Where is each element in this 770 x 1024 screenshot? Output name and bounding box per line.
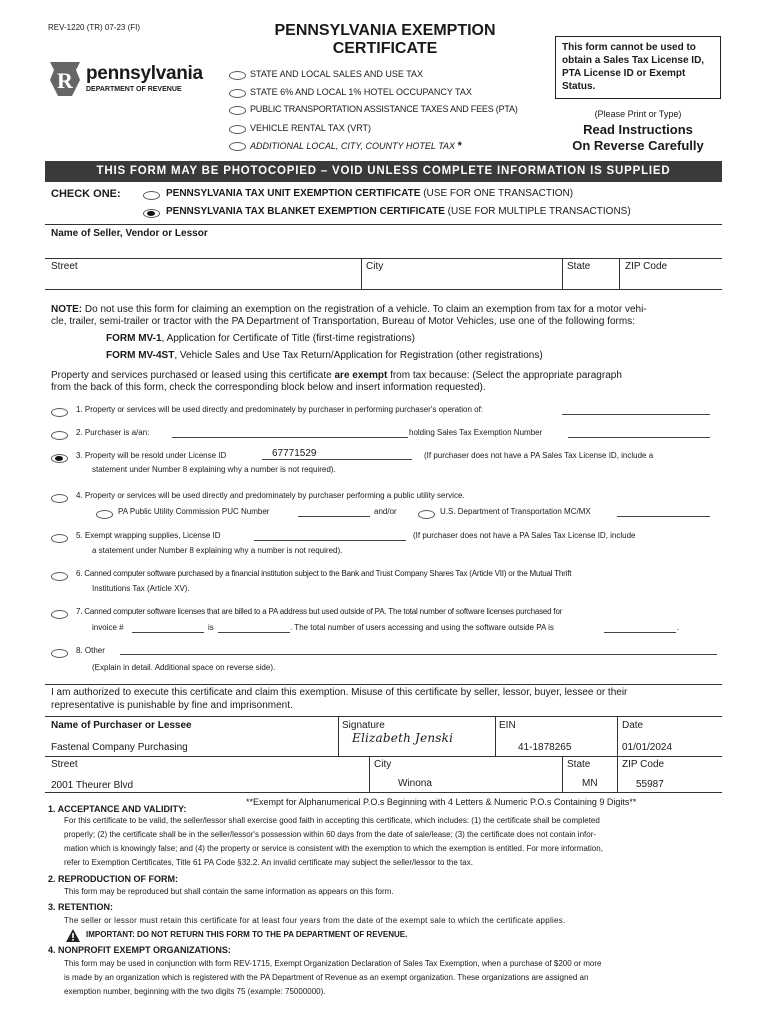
puc-number-oval[interactable]	[96, 510, 113, 519]
property-exempt-text: Property and services purchased or leased using this certificate are exempt from tax because: (Select the appropriate paragraph	[51, 370, 622, 381]
mc-mx-oval[interactable]	[418, 510, 435, 519]
instr-1-text-2: properly; (2) the certificate shall be in the seller/lessor's possession within 60 days from the date of sale/lease; (3) the certificate does not contain infor-	[64, 830, 597, 839]
tax-type-hotel: STATE 6% AND LOCAL 1% HOTEL OCCUPANCY TAX	[250, 87, 472, 97]
instr-4-text: This form may be used in conjunction with form REV-1715, Exempt Organization Declaration of Sales Tax Exemption, when a purchase of $200 or more	[64, 959, 602, 968]
seller-zip-field[interactable]	[625, 272, 717, 286]
mc-mx-line[interactable]	[617, 516, 710, 517]
form-title: PENNSYLVANIA EXEMPTION CERTIFICATE	[274, 22, 496, 57]
unit-certificate-option: PENNSYLVANIA TAX UNIT EXEMPTION CERTIFICATE (USE FOR ONE TRANSACTION)	[166, 188, 574, 199]
reason-7-users-line[interactable]	[604, 632, 676, 633]
wrapping-license-line[interactable]	[254, 540, 406, 541]
reason-7-period: .	[677, 623, 680, 632]
purchaser-street-label: Street	[51, 759, 78, 770]
signature-label: Signature	[342, 720, 385, 731]
reason-4-oval[interactable]	[51, 494, 68, 503]
form-mv1: FORM MV-1, Application for Certificate of Title (first-time registrations)	[106, 333, 415, 344]
tax-type-sales-use: STATE AND LOCAL SALES AND USE TAX	[250, 69, 424, 79]
reason-2-oval[interactable]	[51, 431, 68, 440]
authorization-text-cont: representative is punishable by fine and imprisonment.	[51, 700, 293, 711]
reason-2-exemption-line[interactable]	[568, 437, 710, 438]
warning-icon	[65, 928, 81, 943]
seller-name-field[interactable]	[50, 240, 715, 258]
seller-street-field[interactable]	[50, 272, 355, 286]
reason-5-note-cont: a statement under Number 8 explaining why a number is not required).	[92, 546, 343, 555]
purchaser-street-value[interactable]: 2001 Theurer Blvd	[51, 780, 134, 791]
vehicle-note: NOTE: Do not use this form for claiming an exemption on the registration of a vehicle. To claim an exemption from tax for a motor vehi-	[51, 304, 647, 315]
reason-7-licenses-line[interactable]	[218, 632, 290, 633]
reason-2-holding: holding Sales Tax Exemption Number	[409, 428, 543, 437]
unit-certificate-oval[interactable]	[143, 191, 160, 200]
reason-3-note-cont: statement under Number 8 explaining why a number is not required).	[92, 465, 336, 474]
purchaser-zip-label: ZIP Code	[622, 759, 665, 770]
pa-keystone-logo-icon	[48, 60, 82, 98]
reason-7-invoice-line[interactable]	[132, 632, 204, 633]
license-notice-box: This form cannot be used to obtain a Sales Tax License ID, PTA License ID or Exempt Status.	[555, 36, 721, 99]
puc-number-label: PA Public Utility Commission PUC Number	[118, 507, 270, 516]
tax-type-local-hotel-oval[interactable]	[229, 142, 246, 151]
instr-1-text-3: mation which is knowingly false; and (4) the property or service is consistent with the exemption to which the exemption is entitled. For more information,	[64, 844, 603, 853]
seller-state-label: State	[567, 261, 591, 272]
reason-6-text: 6. Canned computer software purchased by a financial institution subject to the Bank and Trust Company Shares Tax (Article VII) or the Mutual Thrift	[76, 569, 572, 578]
date-label: Date	[622, 720, 644, 731]
instr-3-text: The seller or lessor must retain this certificate for at least four years from the date of the exempt sale to which the certificate applies.	[64, 916, 566, 925]
blanket-certificate-option: PENNSYLVANIA TAX BLANKET EXEMPTION CERTIFICATE (USE FOR MULTIPLE TRANSACTIONS)	[166, 206, 631, 217]
reason-3-text: 3. Property will be resold under License ID	[76, 451, 227, 460]
read-instructions: Read Instructions On Reverse Carefully	[572, 122, 704, 153]
reason-7-is: is	[208, 623, 214, 632]
check-one-label: CHECK ONE:	[51, 188, 121, 200]
reason-1-line[interactable]	[562, 414, 710, 415]
reason-5-note: (If purchaser does not have a PA Sales Tax License ID, include	[413, 531, 636, 540]
reason-7-text: 7. Canned computer software licenses that are billed to a PA address but used outside of PA. The total number of software licenses purchased for	[76, 607, 563, 616]
reason-5-text: 5. Exempt wrapping supplies, License ID	[76, 531, 221, 540]
tax-type-pta: PUBLIC TRANSPORTATION ASSISTANCE TAXES AND FEES (PTA)	[250, 104, 518, 114]
blanket-certificate-oval[interactable]	[143, 209, 160, 218]
tax-type-pta-oval[interactable]	[229, 106, 246, 115]
purchaser-name-value[interactable]: Fastenal Company Purchasing	[51, 742, 188, 753]
tax-type-vrt: VEHICLE RENTAL TAX (VRT)	[250, 123, 372, 133]
mc-mx-label: U.S. Department of Transportation MC/MX	[440, 507, 591, 516]
instr-2-heading: 2. REPRODUCTION OF FORM:	[48, 874, 178, 884]
instr-1-heading: 1. ACCEPTANCE AND VALIDITY:	[48, 804, 187, 814]
reason-8-oval[interactable]	[51, 649, 68, 658]
reason-1-oval[interactable]	[51, 408, 68, 417]
reason-7-users-text: . The total number of users accessing and using the software outside PA is	[290, 623, 554, 632]
reason-6-oval[interactable]	[51, 572, 68, 581]
reason-1-text: 1. Property or services will be used directly and predominately by purchaser in performing purchaser's operation of:	[76, 405, 484, 414]
ein-value[interactable]: 41-1878265	[518, 742, 572, 753]
reason-5-oval[interactable]	[51, 534, 68, 543]
logo-emblem-letter: R	[57, 68, 73, 93]
instr-4-text-2: is made by an organization which is registered with the PA Department of Revenue as an exempt organization. These organizations are assigned an	[64, 973, 589, 982]
seller-name-label: Name of Seller, Vendor or Lessor	[51, 228, 208, 239]
instr-2-text: This form may be reproduced but shall contain the same information as appears on this form.	[64, 887, 394, 896]
property-exempt-text-cont: from the back of this form, check the corresponding block below and insert information requested).	[51, 382, 486, 393]
logo-wordmark: pennsylvania	[86, 63, 203, 84]
instr-3-heading: 3. RETENTION:	[48, 902, 114, 912]
signature-value[interactable]: Elizabeth Jenski	[352, 731, 454, 745]
tax-type-local-hotel: ADDITIONAL LOCAL, CITY, COUNTY HOTEL TAX *	[250, 140, 462, 152]
resale-license-value[interactable]: 67771529	[272, 448, 317, 459]
purchaser-city-value[interactable]: Winona	[398, 778, 432, 789]
purchaser-name-label: Name of Purchaser or Lessee	[51, 720, 192, 731]
date-value[interactable]: 01/01/2024	[622, 742, 673, 753]
seller-zip-label: ZIP Code	[625, 261, 668, 272]
instr-4-text-3: exemption number, beginning with the two digits 75 (example: 75000000).	[64, 987, 326, 996]
tax-type-hotel-oval[interactable]	[229, 89, 246, 98]
print-note: (Please Print or Type)	[594, 109, 682, 119]
exempt-po-note: **Exempt for Alphanumerical P.O.s Beginning with 4 Letters & Numeric P.O.s Containing 9 Digits**	[246, 797, 637, 807]
seller-street-label: Street	[51, 261, 78, 272]
puc-number-line[interactable]	[298, 516, 370, 517]
seller-state-field[interactable]	[567, 272, 615, 286]
reason-8-explain: (Explain in detail. Additional space on reverse side).	[92, 663, 276, 672]
reason-8-other-line[interactable]	[120, 654, 717, 655]
reason-2-text: 2. Purchaser is a/an:	[76, 428, 150, 437]
form-id: REV-1220 (TR) 07-23 (FI)	[48, 23, 141, 32]
instr-1-text-4: refer to Exemption Certificates, Title 61 PA Code §32.2. An invalid certificate may subject the seller/lessor to the tax.	[64, 858, 473, 867]
instr-4-heading: 4. NONPROFIT EXEMPT ORGANIZATIONS:	[48, 945, 231, 955]
purchaser-state-label: State	[567, 759, 591, 770]
purchaser-zip-value[interactable]: 55987	[636, 779, 664, 790]
reason-6-text-cont: Institutions Tax (Article XV).	[92, 584, 190, 593]
reason-3-note: (If purchaser does not have a PA Sales Tax License ID, include a	[424, 451, 654, 460]
logo-department: DEPARTMENT OF REVENUE	[86, 86, 182, 93]
instr-3-important: IMPORTANT: DO NOT RETURN THIS FORM TO THE PA DEPARTMENT OF REVENUE.	[86, 930, 408, 939]
purchaser-state-value[interactable]: MN	[582, 778, 598, 789]
authorization-text: I am authorized to execute this certificate and claim this exemption. Misuse of this certificate by seller, lessor, buyer, lessee or their	[51, 687, 628, 698]
seller-city-label: City	[366, 261, 384, 272]
reason-8-text: 8. Other	[76, 646, 105, 655]
tax-type-sales-use-oval[interactable]	[229, 71, 246, 80]
reason-3-oval[interactable]	[51, 454, 68, 463]
seller-city-field[interactable]	[366, 272, 556, 286]
reason-4-andor: and/or	[374, 507, 397, 516]
vehicle-note-cont: cle, trailer, semi-trailer or tractor with the PA Department of Transportation, Bureau of Motor Vehicles, use one of the following forms:	[51, 316, 635, 327]
purchaser-city-label: City	[374, 759, 392, 770]
form-mv4st: FORM MV-4ST, Vehicle Sales and Use Tax Return/Application for Registration (other registrations)	[106, 350, 543, 361]
reason-2-purchaser-line[interactable]	[172, 437, 408, 438]
reason-7-invoice-label: invoice #	[92, 623, 124, 632]
photocopy-banner: THIS FORM MAY BE PHOTOCOPIED – VOID UNLESS COMPLETE INFORMATION IS SUPPLIED	[45, 161, 722, 182]
reason-4-text: 4. Property or services will be used directly and predominately by purchaser performing a public utility service.	[76, 491, 465, 500]
instr-1-text: For this certificate to be valid, the seller/lessor shall exercise good faith in accepting this certificate, which includes: (1) the certificate shall be completed	[64, 816, 600, 825]
ein-label: EIN	[499, 720, 516, 731]
tax-type-vrt-oval[interactable]	[229, 125, 246, 134]
reason-7-oval[interactable]	[51, 610, 68, 619]
